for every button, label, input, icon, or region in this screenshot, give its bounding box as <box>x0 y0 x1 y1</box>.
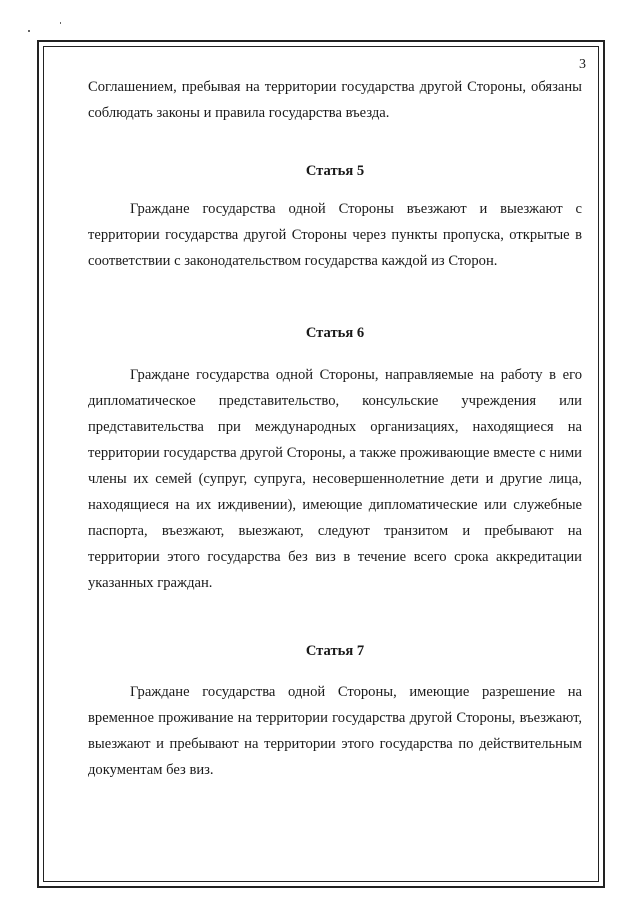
page-number: 3 <box>579 57 586 72</box>
scan-speck <box>60 22 61 24</box>
article-7-heading: Статья 7 <box>305 643 365 659</box>
intro-paragraph: Соглашением, пребывая на территории государства другой Стороны, обязаны соблюдать законы и правила государства въезда. <box>88 79 582 121</box>
article-5-heading: Статья 5 <box>305 163 365 179</box>
article-6-heading: Статья 6 <box>305 325 365 341</box>
document-body <box>88 74 582 783</box>
article-6-text: Граждане государства одной Стороны, направляемые на работу в его дипломатическое представительство, консульские учреждения или представительства при международных организациях, находящиеся на территории государства другой Стороны, а также проживающие вместе с ними члены их семей (супруг, супруга, несовершеннолетние дети и другие лица, находящиеся на их иждивении), имеющие дипломатические или служебные паспорта, въезжают, выезжают, следуют транзитом и пребывают на территории этого государства без виз в течение всего срока аккредитации указанных граждан. <box>88 367 582 591</box>
scan-speck <box>28 30 30 32</box>
article-7-text: Граждане государства одной Стороны, имеющие разрешение на временное проживание на территории государства другой Стороны, въезжают, выезжают и пребывают на территории этого государства по действительным документам без виз. <box>88 684 582 778</box>
article-5-text: Граждане государства одной Стороны въезжают и выезжают с территории государства другой Стороны через пункты пропуска, открытые в соответствии с законодательством государства каждой из Сторон. <box>88 201 582 269</box>
